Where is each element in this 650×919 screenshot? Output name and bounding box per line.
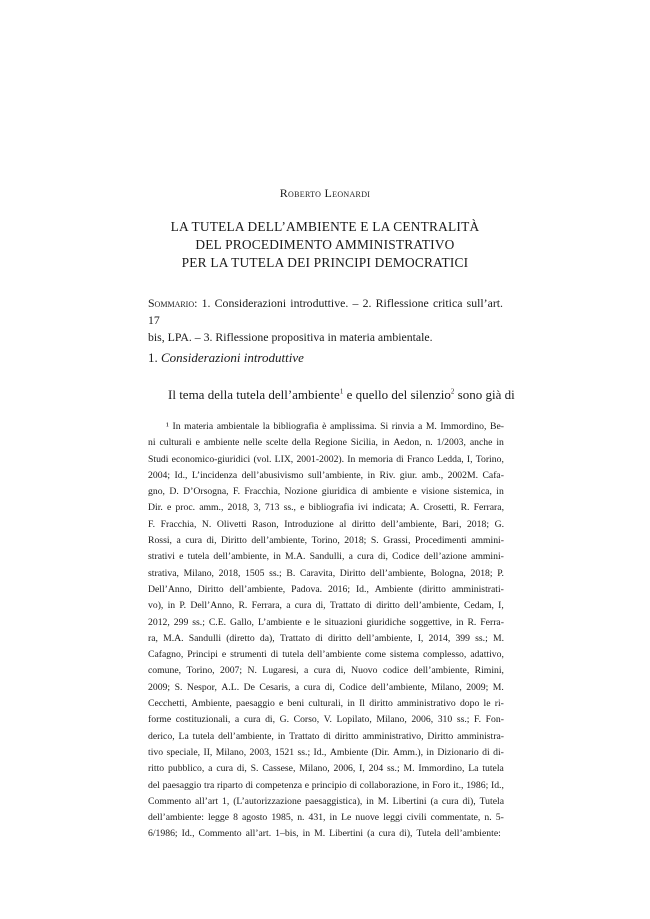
footnote-line: Dir. e proc. amm., 2018, 3, 713 ss., e bibliografia ivi indicata; A. Crosetti, R. Ferrara, xyxy=(148,502,504,514)
body-paragraph xyxy=(168,386,515,404)
article-title xyxy=(0,218,650,272)
body-text-3: sono già di xyxy=(454,387,515,402)
summary-line-1 xyxy=(148,295,503,329)
footnote-line: ra, M.A. Sandulli (diretto da), Trattato di diritto dell’ambiente, I, 2014, 399 ss.; M. xyxy=(148,632,504,644)
footnote-line: Cafagno, Principi e strumenti di tutela dell’ambiente come sistema complesso, adattivo, xyxy=(148,649,504,661)
footnote-ref-2: 2 xyxy=(450,387,455,396)
body-text-1: Il tema della tutela dell’ambiente xyxy=(168,387,340,402)
title-line-2: DEL PROCEDIMENTO AMMINISTRATIVO xyxy=(195,237,455,252)
footnote-line: ritto pubblico, a cura di, S. Cassese, Milano, 2006, I, 204 ss.; M. Immordino, La tutela xyxy=(148,763,504,775)
footnote-line: strativi e tutela dell’ambiente, in M.A. Sandulli, a cura di, Codice dell’azione ammini- xyxy=(148,551,504,563)
footnote-line: ¹ In materia ambientale la bibliografia è amplissima. Si rinvia a M. Immordino, Be- xyxy=(166,421,504,432)
footnote-line: Commento all’art 1, (L’autorizzazione paesaggistica), in M. Libertini (a cura di), Tutela xyxy=(148,795,504,807)
footnote-line: Rossi, a cura di, Diritto dell’ambiente, Torino, 2018; S. Grassi, Procedimenti ammini- xyxy=(148,535,504,547)
footnote-line: dell’ambiente: legge 8 agosto 1985, n. 431, in Le nuove leggi civili commentate, n. 5- xyxy=(148,812,504,824)
footnote-line: 2012, 299 ss.; C.E. Gallo, L’ambiente e le situazioni giuridiche soggettive, in R. Ferra- xyxy=(148,616,504,628)
section-heading xyxy=(148,350,304,366)
footnote-line: 2009; S. Nespor, A.L. De Cesaris, a cura di, Codice dell’ambiente, Milano, 2009; M. xyxy=(148,681,504,693)
section-number: 1. xyxy=(148,350,161,365)
footnote-line: vo), in P. Dell’Anno, R. Ferrara, a cura di, Trattato di diritto dell’ambiente, Cedam, I, xyxy=(148,600,504,612)
title-line-1: LA TUTELA DELL’AMBIENTE E LA CENTRALITÀ xyxy=(170,219,480,234)
footnote-line: 2004; Id., L’incidenza dell’abusivismo sull’ambiente, in Riv. giur. amb., 2002M. Cafa- xyxy=(148,469,504,481)
footnote-ref-1: 1 xyxy=(339,387,344,396)
footnote-line: 6/1986; Id., Commento all’art. 1–bis, in M. Libertini (a cura di), Tutela dell’ambiente: xyxy=(148,828,501,840)
section-title: Considerazioni introduttive xyxy=(161,350,304,365)
footnote-line: Cecchetti, Ambiente, paesaggio e beni culturali, in Il diritto amministrativo dopo le ri- xyxy=(148,698,504,710)
footnote-line: gno, D. D’Orsogna, F. Fracchia, Nozione giuridica di ambiente e visione sistemica, in xyxy=(148,486,504,498)
footnote-line: forme costituzionali, a cura di, G. Corso, V. Lopilato, Milano, 2006, 310 ss.; F. Fon- xyxy=(148,714,504,726)
footnote-line: ni culturali e ambiente nelle scelte della Regione Sicilia, in Aedon, n. 1/2003, anche in xyxy=(148,437,504,449)
footnote-line: tivo speciale, II, Milano, 2003, 1521 ss.; Id., Ambiente (Dir. Amm.), in Dizionario di di- xyxy=(148,746,504,758)
footnotes xyxy=(148,419,504,843)
footnote-line: Studi economico-giuridici (vol. LIX, 2001-2002). In memoria di Franco Ledda, I, Torino, xyxy=(148,453,504,465)
summary-line-2: bis, LPA. – 3. Riflessione propositiva in materia ambientale. xyxy=(148,330,433,344)
footnote-line: F. Fracchia, N. Olivetti Rason, Introduzione al diritto dell’ambiente, Bari, 2018; G. xyxy=(148,518,504,530)
author-name: Roberto Leonardi xyxy=(279,186,371,200)
footnote-line: Dell’Anno, Diritto dell’ambiente, Padova. 2016; Id., Ambiente (diritto amministrati- xyxy=(148,583,504,595)
footnote-line: del paesaggio tra riparto di competenza e principio di collaborazione, in Foro it., 1986; Id., xyxy=(148,779,504,791)
footnote-line: derico, La tutela dell’ambiente, in Trattato di diritto amministrativo, Diritto amministra- xyxy=(148,730,504,742)
footnote-line: strativa, Milano, 2018, 1505 ss.; B. Caravita, Diritto dell’ambiente, Bologna, 2018; P. xyxy=(148,567,504,579)
summary-label: Sommario: xyxy=(148,296,198,310)
footnote-line: comune, Torino, 2007; N. Lugaresi, a cura di, Nuovo codice dell’ambiente, Rimini, xyxy=(148,665,504,677)
summary-text-1: 1. Considerazioni introduttive. – 2. Riflessione critica sull’art. 17 xyxy=(148,296,503,327)
title-line-3: PER LA TUTELA DEI PRINCIPI DEMOCRATICI xyxy=(181,255,469,270)
body-text-2: e quello del silenzio xyxy=(343,387,451,402)
summary xyxy=(148,295,503,346)
